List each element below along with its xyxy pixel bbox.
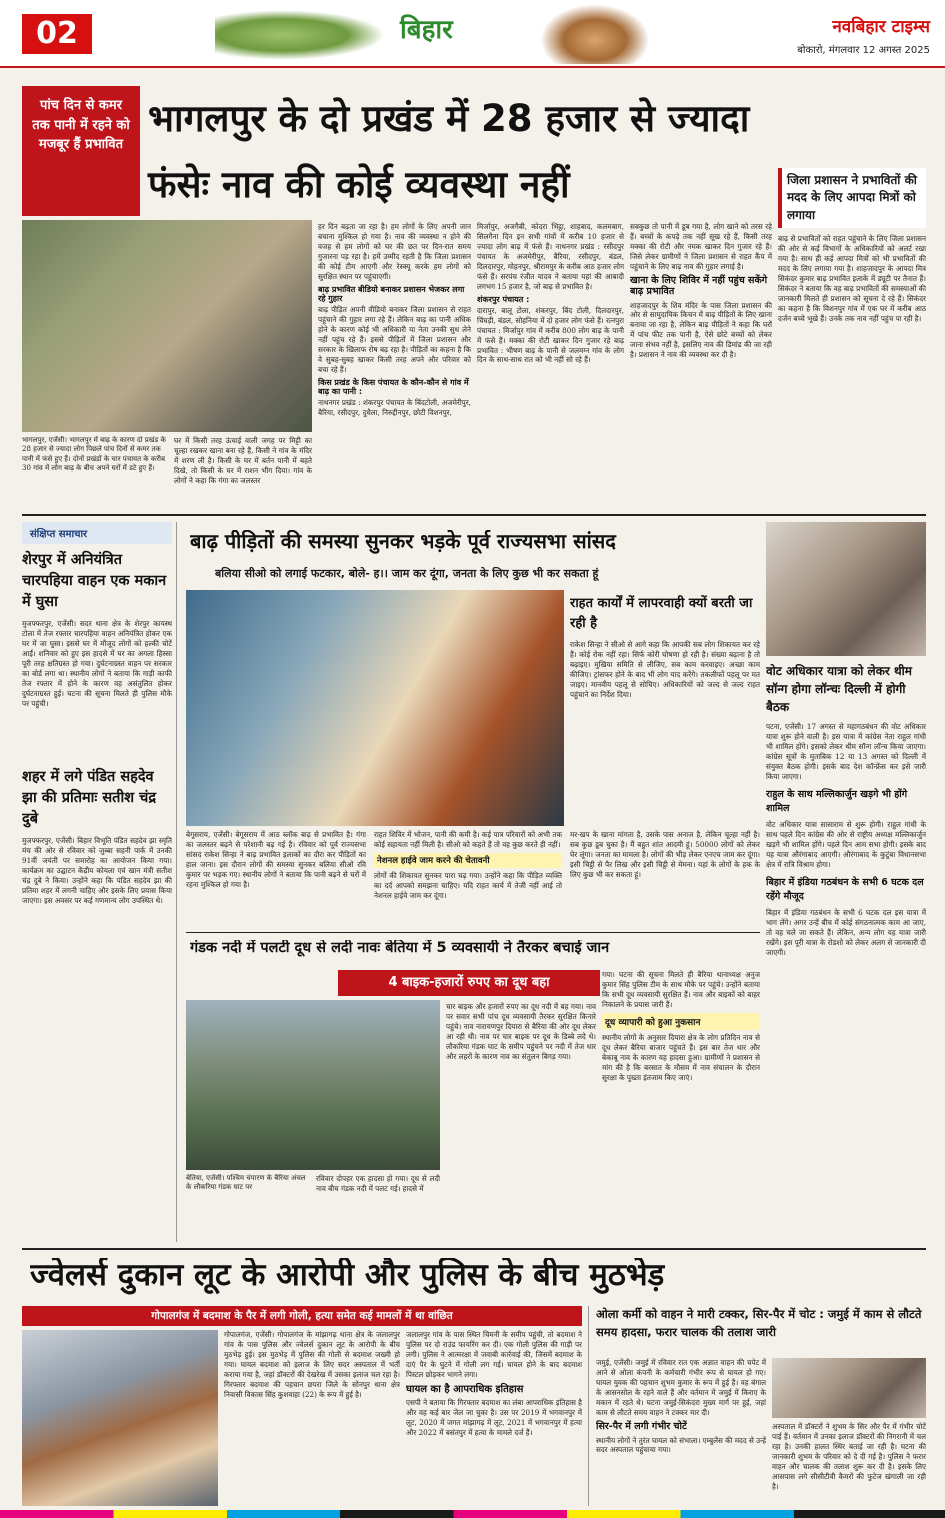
divider-2	[186, 932, 760, 933]
divider-1	[22, 514, 926, 516]
story4-headline: ज्वेलर्स दुकान लूट के आरोपी और पुलिस के बीच मुठभेड़	[30, 1258, 665, 1293]
brief-1-title: शेरपुर में अनियंत्रित चारपहिया वाहन एक मकान में घुसा	[22, 552, 167, 611]
story3-col-1: रविवार दोपहर एक हादसा हो गया। दूध से लदी नाव बीच गंडक नदी में पलट गई। हादसे में	[316, 1174, 440, 1193]
brief-2-title: शहर में लगे पंडित सहदेव झा की प्रतिमाः सतीश चंद्र दुबे	[22, 769, 157, 828]
story2-side	[570, 594, 760, 826]
bihar-map-graphic	[215, 10, 385, 60]
lead-headline-2: फंसेः नाव की कोई व्यवस्था नहीं	[148, 163, 570, 206]
story2-side-title: राहत कार्यों में लापरवाही क्यों बरती जा रही है	[570, 596, 753, 632]
sidebar-right-sub-2: बिहार में इंडिया गठबंधन के सभी 6 घटक दल रहेंगे मौजूद	[766, 876, 924, 903]
story4-col-2: जलालपुर गांव के पास स्थित चिमनी के समीप पहुंची, तो बदमाश ने पुलिस पर दो राउंड फायरिंग कर दी। एक गोली पुलिस की गाड़ी पर लगी। पुलिस ने आत्मरक्षा में जवाबी कार्रवाई की, जिसमें बदमाश के दाएं पैर के घुटने में गोली लग गई। घायल होने के बाद बदमाश पिस्टल छोड़कर भागने लगा। घायल का है आपराधिक इतिहास एसपी ने बताया कि गिरफ्तार बदमाश का लंबा आपराधिक इतिहास है और वह कई बार जेल जा चुका है। उस पर 2019 में भगवानपुर में लूट, 2020 में जगत मांझागढ़ में लूट, 2021 में भगवानपुर में हत्या और 2022 में बसंतपुर में हत्या के मामले दर्ज हैं।	[406, 1330, 582, 1437]
story5-photo	[772, 1358, 926, 1418]
lead-photo-caption: भागलपुर, एजेंसी। भागलपुर में बाढ़ के कारण दो प्रखंड के 28 हजार से ज्यादा लोग पिछले पांच दिनों से कमर तक पानी में फंसे हुए हैं। दोनों प्रखंडों के चार पंचायत के करीब 30 गांव में लोग बाढ़ के बीच अपने घरों में डटे हुए हैं।	[22, 436, 166, 473]
story4-divider	[588, 1306, 589, 1506]
print-color-bar	[0, 1510, 945, 1518]
sidebar-right-title: वोट अधिकार यात्रा को लेकर थीम सॉन्ग होगा लॉन्चः दिल्ली में होगी बैठक	[766, 664, 912, 714]
sidebar-right-photo	[766, 522, 926, 656]
story2-col-3: मर-खप के खाना मांगता है, उसके पास अनाज है, लेकिन चूल्हा नहीं है। सब कुछ डूब चुका है। मैं बहुत शांत आदमी हूं। 50000 लोगों को लेकर घेर लूंगा। जनता का मामला है। लोगों की भीड़ लेकर एनएच जाम कर दूंगा। इसी चिट्ठी से पैर लिख और इसी चिट्ठी से मेमना। यहां के लोगों के हक के लिए कुछ भी कर सकता हूं।	[570, 830, 760, 879]
brief-1-body: मुजफ्फरपुर, एजेंसी। सदर थाना क्षेत्र के शेरपुर कायस्थ टोला में तेज रफ्तार चारपहिया वाहन अनियंत्रित होकर एक घर में जा घुसा। इससे घर में मौजूद लोगों को हल्की चोटें आईं। शनिवार को हुए इस हादसे में घर का अगला हिस्सा पूरी तरह क्षतिग्रस्त हो गया। दुर्घटनाग्रस्त वाहन पर सरकार का बोर्ड लगा था। स्थानीय लोगों ने बताया कि गाड़ी काफी तेज रफ्तार में होने के कारण वह असंतुलित होकर दुर्घटनाग्रस्त हुई। घटना की सूचना मिलते ही पुलिस मौके पर पहुंची।	[22, 619, 172, 708]
story2-col-1: बेगूसराय, एजेंसी। बेगूसराय में आठ ब्लॉक बाढ़ से प्रभावित है। गंगा का जलस्तर बढ़ने से परेशानी बढ़ गई है। रविवार को पूर्व राज्यसभा सांसद राकेश सिन्हा ने बाढ़ प्रभावित इलाकों का दौरा कर पीड़ितों का हाल जाना। इस दौरान लोगों की समस्या सुनकर बलिया सीओ रवि कुमार पर भड़क गए। स्थानीय लोगों ने बताया कि पानी बढ़ने से घरों में रहना मुश्किल हो गया है।	[186, 830, 366, 889]
story2-side-body: राकेश सिन्हा ने सीओ से आगे कहा कि आपकी सब लोग शिकायत कर रहे हैं। कोई रोक नहीं रहा। सिर्फ कोरी घोषणा हो रही है। संख्या बढ़ाना है तो बढ़ाइए। मुखिया समिति से लीजिए, सब काम करवाइए। अच्छा काम कीजिए। ट्रांसफर होने के बाद भी लोग याद करेंगे। तकलीफों पहलू पर मत जाइए। मानवीय पहलू से सोचिए। अधिकारियों को जल्द से जल्द राहत पहुंचाने का निर्देश दिया।	[570, 640, 760, 699]
story3-col-2: चार बाइक और हजारों रुपए का दूध नदी में बह गया। नाव पर सवार सभी पांच दूध व्यवसायी तैरकर सुरक्षित किनारे पहुंचे। नाव नारायणपुर दियारा से बैरिया की ओर दूध लेकर आ रही थी। नाव पर चार बाइक पर दूध के डिब्बे लदे थे। लौकरिया गंडक घाट के समीप पहुंचने पर नदी में तेज धार और लहरों के कारण नाव का संतुलन बिगड़ गया।	[446, 1002, 596, 1061]
lead-col-1: घर में किसी तरह ऊंचाई वाली जगह पर मिट्टी का चूल्हा रखकर खाना बना रहे हैं, किसी ने गांव के मंदिर में शरण ली है। किसी के घर में बर्तन पानी में बहते दिखे, तो किसी के घर में राशन भीग दिया। गांव के लोगों ने कहा कि गंगा का जलस्तर	[174, 436, 312, 485]
story3-headline: गंडक नदी में पलटी दूध से लदी नावः बेतिया में 5 व्यवसायी ने तैरकर बचाई जान	[190, 940, 610, 956]
divider-3	[22, 1248, 926, 1250]
story3-banner: 4 बाइक-हजारों रुपए का दूध बहा	[338, 970, 600, 996]
briefs-label: संक्षिप्त समाचार	[22, 522, 172, 544]
story5-headline: ओला कर्मी को वाहन ने मारी टक्कर, सिर-पैर में चोट : जमुई में काम से लौटते समय हादसा, फरार चालक की तलाश जारी	[596, 1307, 922, 1339]
story5-caption: अस्पताल में डॉक्टरों ने शुभम के सिर और पैर में गंभीर चोटें पाई हैं। वर्तमान में उनका इलाज डॉक्टरों की निगरानी में चल रहा है। उनकी हालत स्थिर बताई जा रही है। घटना की जानकारी शुभम के परिवार को दे दी गई है। पुलिस ने फरार वाहन और चालक की तलाश शुरू कर दी है। इसके लिए आसपास लगे सीसीटीवी कैमरों की फुटेज खंगाली जा रही है।	[772, 1422, 926, 1491]
story4-col-1: गोपालगंज, एजेंसी। गोपालगंज के मांझागढ़ थाना क्षेत्र के जलालपुर गांव के पास पुलिस और ज्वेलर्स दुकान लूट के आरोपी के बीच मुठभेड़ हुई। इस मुठभेड़ में पुलिस की गोली से बदमाश जख्मी हो गया। घायल बदमाश को इलाज के लिए सदर अस्पताल में भर्ती कराया गया है, जहां डॉक्टरों की देखरेख में उसका इलाज चल रहा है। गिरफ्तार बदमाश की पहचान छपरा जिले के सोनपुर थाना क्षेत्र निवासी विकास सिंह कुशवाहा (22) के रूप में हुई है।	[224, 1330, 400, 1399]
story3-caption: बेतिया, एजेंसी। पश्चिम चंपारण के बैरिया अंचल के लौकरिया गंडक घाट पर	[186, 1174, 306, 1192]
brief-2-body: मुजफ्फरपुर, एजेंसी। बिहार विभूति पंडित सहदेव झा स्मृति मंच की ओर से रविवार को जुब्बा सहनी पार्क में उनकी 91वीं जयंती पर समारोह का आयोजन किया गया। कार्यक्रम का उद्घाटन केंद्रीय कोयला एवं खान मंत्री सतीश चंद्र दुबे ने किया। उन्होंने कहा कि पंडित सहदेव झा की प्रतिमा शहर में लगनी चाहिए और इसके लिए प्रयास किया जाएगा। इस अवसर पर कई गणमान्य लोग उपस्थित थे।	[22, 836, 172, 905]
story2-photo	[186, 590, 564, 826]
lead-col-4: सबकुछ तो पानी में डूब गया है, लोग खाने को तरस रहे हैं। बच्चों के कपड़े तक नहीं सूख रहे हैं, किसी तरह मक्का की रोटी और नमक खाकर दिन गुजार रहे हैं। जिसे लेकर ग्रामीणों ने जिला प्रशासन से राहत कैंप में पहुंचाने के लिए बाढ़ नाव की गुहार लगाई है। खाना के लिए शिविर में नहीं पहुंच सकेंगे बाढ़ प्रभावित शाहजादपुर के शिव मंदिर के पास जिला प्रशासन की ओर से सामुदायिक किचन में बाढ़ पीड़ितों के लिए खाना बनाया जा रहा है, लेकिन बाढ़ पीड़ितों ने कहा कि घरों में पांच फीट तक पानी है, ऐसे छोटे बच्चों को लेकर जाना संभव नहीं है, इसलिए नाव की डिमांड की जा रही है। प्रशासन ने नाव की व्यवस्था कर दी है।	[630, 222, 772, 360]
briefs-divider	[176, 522, 177, 1242]
story2-subhead: बलिया सीओ को लगाई फटकार, बोले- ह।। जाम कर दूंगा, जनता के लिए कुछ भी कर सकता हूं	[215, 567, 599, 580]
story2-col-2: राहत शिविर में भोजन, पानी की कमी है। कई पात्र परिवारों को अभी तक कोई सहायता नहीं मिली है। सीओ को कहते हैं तो वह कुछ करते ही नहीं। नेशनल हाईवे जाम करने की चेतावनी लोगों की शिकायत सुनकर पारा चढ़ गया। उन्होंने कहा कि पीड़ित व्यक्ति का दर्द आपको समझना चाहिए। यदि राहत कार्य में तेजी नहीं आई तो नेशनल हाईवे जाम कर दूंगा।	[374, 830, 562, 900]
masthead-figure-graphic	[540, 4, 650, 64]
sidebar-right-body: पटना, एजेंसी। 17 अगस्त से महागठबंधन की वोट अधिकार यात्रा शुरू होने वाली है। इस यात्रा में कांग्रेस नेता राहुल गांधी भी शामिल होंगे। इसको लेकर थीम सॉन्ग लॉन्च किया जाएगा। कांग्रेस सूत्रों के मुताबिक 12 या 13 अगस्त को दिल्ली में संयुक्त बैठक होगी। इसके बाद देश कॉन्फ्रेंस कर इसे जारी किया जाएगा।	[766, 722, 926, 781]
story4-banner: गोपालगंज में बदमाश के पैर में लगी गोली, हत्या समेत कई मामलों में था वांछित	[22, 1306, 582, 1326]
masthead-rule	[0, 66, 945, 68]
sidebar-right-sub-1: राहुल के साथ मल्लिकार्जुन खड़गे भी होंगे शामिल	[766, 788, 908, 814]
lead-col-3: मिर्जापुर, अजगैबी, कोदरा भिट्ठा, शाहबाद, कलमबाग, सिलगैना दिन इन सभी गांवों में करीब 10 हजार से ज्यादा लोग बाढ़ में फंसे हैं। नाथनगर प्रखंड : रसीदपुर पंचायत के अजमेरीपुर, बैरिया, रसीदपुर, बंडल, दिलदारपुर, मोहनपुर, श्रीरामपुर के करीब आठ हजार लोग फंसे हैं। सरपंच रंजीत यादव ने बताया यहां की आबादी लगभग 15 हजार है, जो बाढ़ से प्रभावित है। शंकरपुर पंचायत : दारापुर, बालू टोला, शंकरपुर, बिंद टोली, दिलदारपुर, चिंघड़ी, बंडल, सोहनिया में दो हजार लोग फंसे हैं। रत्नपुरा पंचायत : मिर्जापुर गांव में करीब 800 लोग बाढ़ के पानी में फंसे हैं। मक्का की रोटी खाकर दिन गुजार रहे बाढ़ प्रभावित : भीषण बाढ़ के पानी से जलमग्न गांव के लोग दिन के साथ-साथ रात को भी नहीं सो रहे हैं।	[477, 222, 624, 365]
lead-photo	[22, 220, 312, 432]
story3-photo	[186, 1000, 440, 1170]
lead-headline-1: भागलपुर के दो प्रखंड में 28 हजार से ज्यादा	[148, 97, 750, 140]
sidebar-right: वोट अधिकार यात्रा को लेकर थीम सॉन्ग होगा लॉन्चः दिल्ली में होगी बैठक पटना, एजेंसी। 17 अगस्त से महागठबंधन की वोट अधिकार यात्रा शुरू होने वाली है। इस यात्रा में कांग्रेस नेता राहुल गांधी भी शामिल होंगे। इसको लेकर थीम सॉन्ग लॉन्च किया जाएगा। कांग्रेस सूत्रों के मुताबिक 12 या 13 अगस्त को दिल्ली में संयुक्त बैठक होगी। इसके बाद देश कॉन्फ्रेंस कर इसे जारी किया जाएगा। राहुल के साथ मल्लिकार्जुन खड़गे भी होंगे शामिल वोट अधिकार यात्रा सासाराम से शुरू होगी। राहुल गांधी के साथ पहले दिन कांग्रेस की ओर से राष्ट्रीय अध्यक्ष मल्लिकार्जुन खड़गे भी शामिल होंगे। पहले दिन आम सभा होगी। इसके बाद यह यात्रा औरंगाबाद आएगी। औरंगाबाद के कुटुंबा विधानसभा क्षेत्र में रात्रि विश्राम होगा। बिहार में इंडिया गठबंधन के सभी 6 घटक दल रहेंगे मौजूद बिहार में इंडिया गठबंधन के सभी 6 घटक दल इस यात्रा में भाग लेंगे। अगर उन्हें बीच में कोई संगठनात्मक काम आ जाए, तो वह चले जा सकते हैं। लेकिन, अन्य लोग यह यात्रा जारी रखेंगे। इस पूरी यात्रा के रोडशो को लेकर अलग से जानकारी दी जाएगी।	[766, 522, 926, 1242]
dateline: बोकारो, मंगलवार 12 अगस्त 2025	[797, 45, 930, 56]
lead-kicker: पांच दिन से कमर तक पानी में रहने को मजबूर हैं प्रभावित	[22, 86, 140, 216]
story3-col-3: गया। घटना की सूचना मिलते ही बैरिया थानाध्यक्ष अनुज कुमार सिंह पुलिस टीम के साथ मौके पर पहुंचे। उन्होंने बताया कि सभी दूध व्यवसायी सुरक्षित हैं। नाव और बाइकों को बाहर निकालने के प्रयास जारी हैं। दूध व्यापारी को हुआ नुकसान स्थानीय लोगों के अनुसार दियारा क्षेत्र के लोग प्रतिदिन नाव से दूध लेकर बैरिया बाजार पहुंचते हैं। इस बार तेज धार और बेकाबू नाव के कारण यह हादसा हुआ। ग्रामीणों ने प्रशासन से मांग की है कि बरसात के मौसम में नाव संचालन के दौरान सुरक्षा के पुख्ता इंतजाम किए जाएं।	[602, 970, 760, 1082]
lead-col-2: हर दिन बढ़ता जा रहा है। हम लोगों के लिए अपनी जान बचाना मुश्किल हो गया है। नाव की व्यवस्था न होने की वजह से हम लोगों को घर की छत पर दिन-रात समय गुजारना पड़ रहा है। हमें उम्मीद रहती है कि जिला प्रशासन की कोई टीम आएगी और रेस्क्यू करके हम लोगों को सुरक्षित स्थान पर पहुंचाएगी। बाढ़ प्रभावित बीडियो बनाकर प्रशासन भेजकर लगा रहे गुहार बाढ़ पीड़ित अपनी वीडियो बनाकर जिला प्रशासन से राहत पहुंचाने की गुहार लगा रहे हैं। लेकिन बाढ़ का पानी अधिक होने के कारण कोई भी अधिकारी या नेता उनकी सुध लेने नहीं पहुंच रहे हैं। इससे पीड़ितों में जिला प्रशासन और सरकार के खिलाफ रोष बढ़ रहा है। पीड़ितों का कहना है कि वे सुबह-सुबह खाकर किसी तरह अपने और परिवार को बचा रहे हैं। किस प्रखंड के किस पंचायत के कौन-कौन से गांव में बाढ़ का पानी : नाथनगर प्रखंड : शंकरपुर पंचायत के बिंदटोली, अजमेरीपुर, बैरिया, रसीदपुर, दुधैला, निरुद्दीनपुर, छोटी विशनपुर,	[318, 222, 471, 417]
brand-name: नवबिहार टाइम्स	[832, 17, 930, 37]
briefs-column	[22, 522, 172, 1242]
sidebar-top	[778, 168, 926, 506]
sidebar-top-body: बाढ़ से प्रभावितों को राहत पहुंचाने के लिए जिला प्रशासन की ओर से कई विभागों के अधिकारियों को अलर्ट रखा गया है। साथ ही कई आपदा मित्रों को भी प्रभावितों की मदद के लिए लगाया गया है। शाहजादपुर के आपदा मित्र सिकंदर कुमार बाढ़ प्रभावित इलाके में ड्यूटी पर तैनात हैं। सिकंदर ने बताया कि वह बाढ़ प्रभावितों की समस्याओं की जानकारी मिलते ही प्रशासन को सूचना दे रहे हैं। सिकंदर का कहना है कि विशनपुर गांव में एक घर में करीब आठ दर्जन बच्चे भूखे हैं। उनके तक नाव नहीं पहुंच पा रही है।	[778, 234, 926, 323]
story2-headline: बाढ़ पीड़ितों की समस्या सुनकर भड़के पूर्व राज्यसभा सांसद	[190, 530, 616, 553]
sidebar-top-title: जिला प्रशासन ने प्रभावितों की मदद के लिए आपदा मित्रों को लगाया	[778, 168, 926, 228]
page-number: 02	[22, 14, 92, 54]
section-title: बिहार	[400, 15, 453, 45]
story4-photo	[22, 1330, 218, 1506]
masthead	[0, 0, 945, 68]
story5-col: जमुई, एजेंसी। जमुई में रविवार रात एक अज्ञात वाहन की चपेट में आने से ओला कंपनी के कर्मचारी गंभीर रूप से घायल हो गए। घायल युवक की पहचान शुभम कुमार के रूप में हुई है। वह बंगाल के आसनसोल के रहने वाले हैं और वर्तमान में जमुई में किराए के मकान में रहते थे। घटना जमुई-सिकंदरा मुख्य मार्ग पर हुई, जहां काम से लौटते समय वाहन ने टक्कर मार दी। सिर-पैर में लगी गंभीर चोटें स्थानीय लोगों ने तुरंत घायल को संभाला। एम्बुलेंस की मदद से उन्हें सदर अस्पताल पहुंचाया गया।	[596, 1358, 766, 1455]
